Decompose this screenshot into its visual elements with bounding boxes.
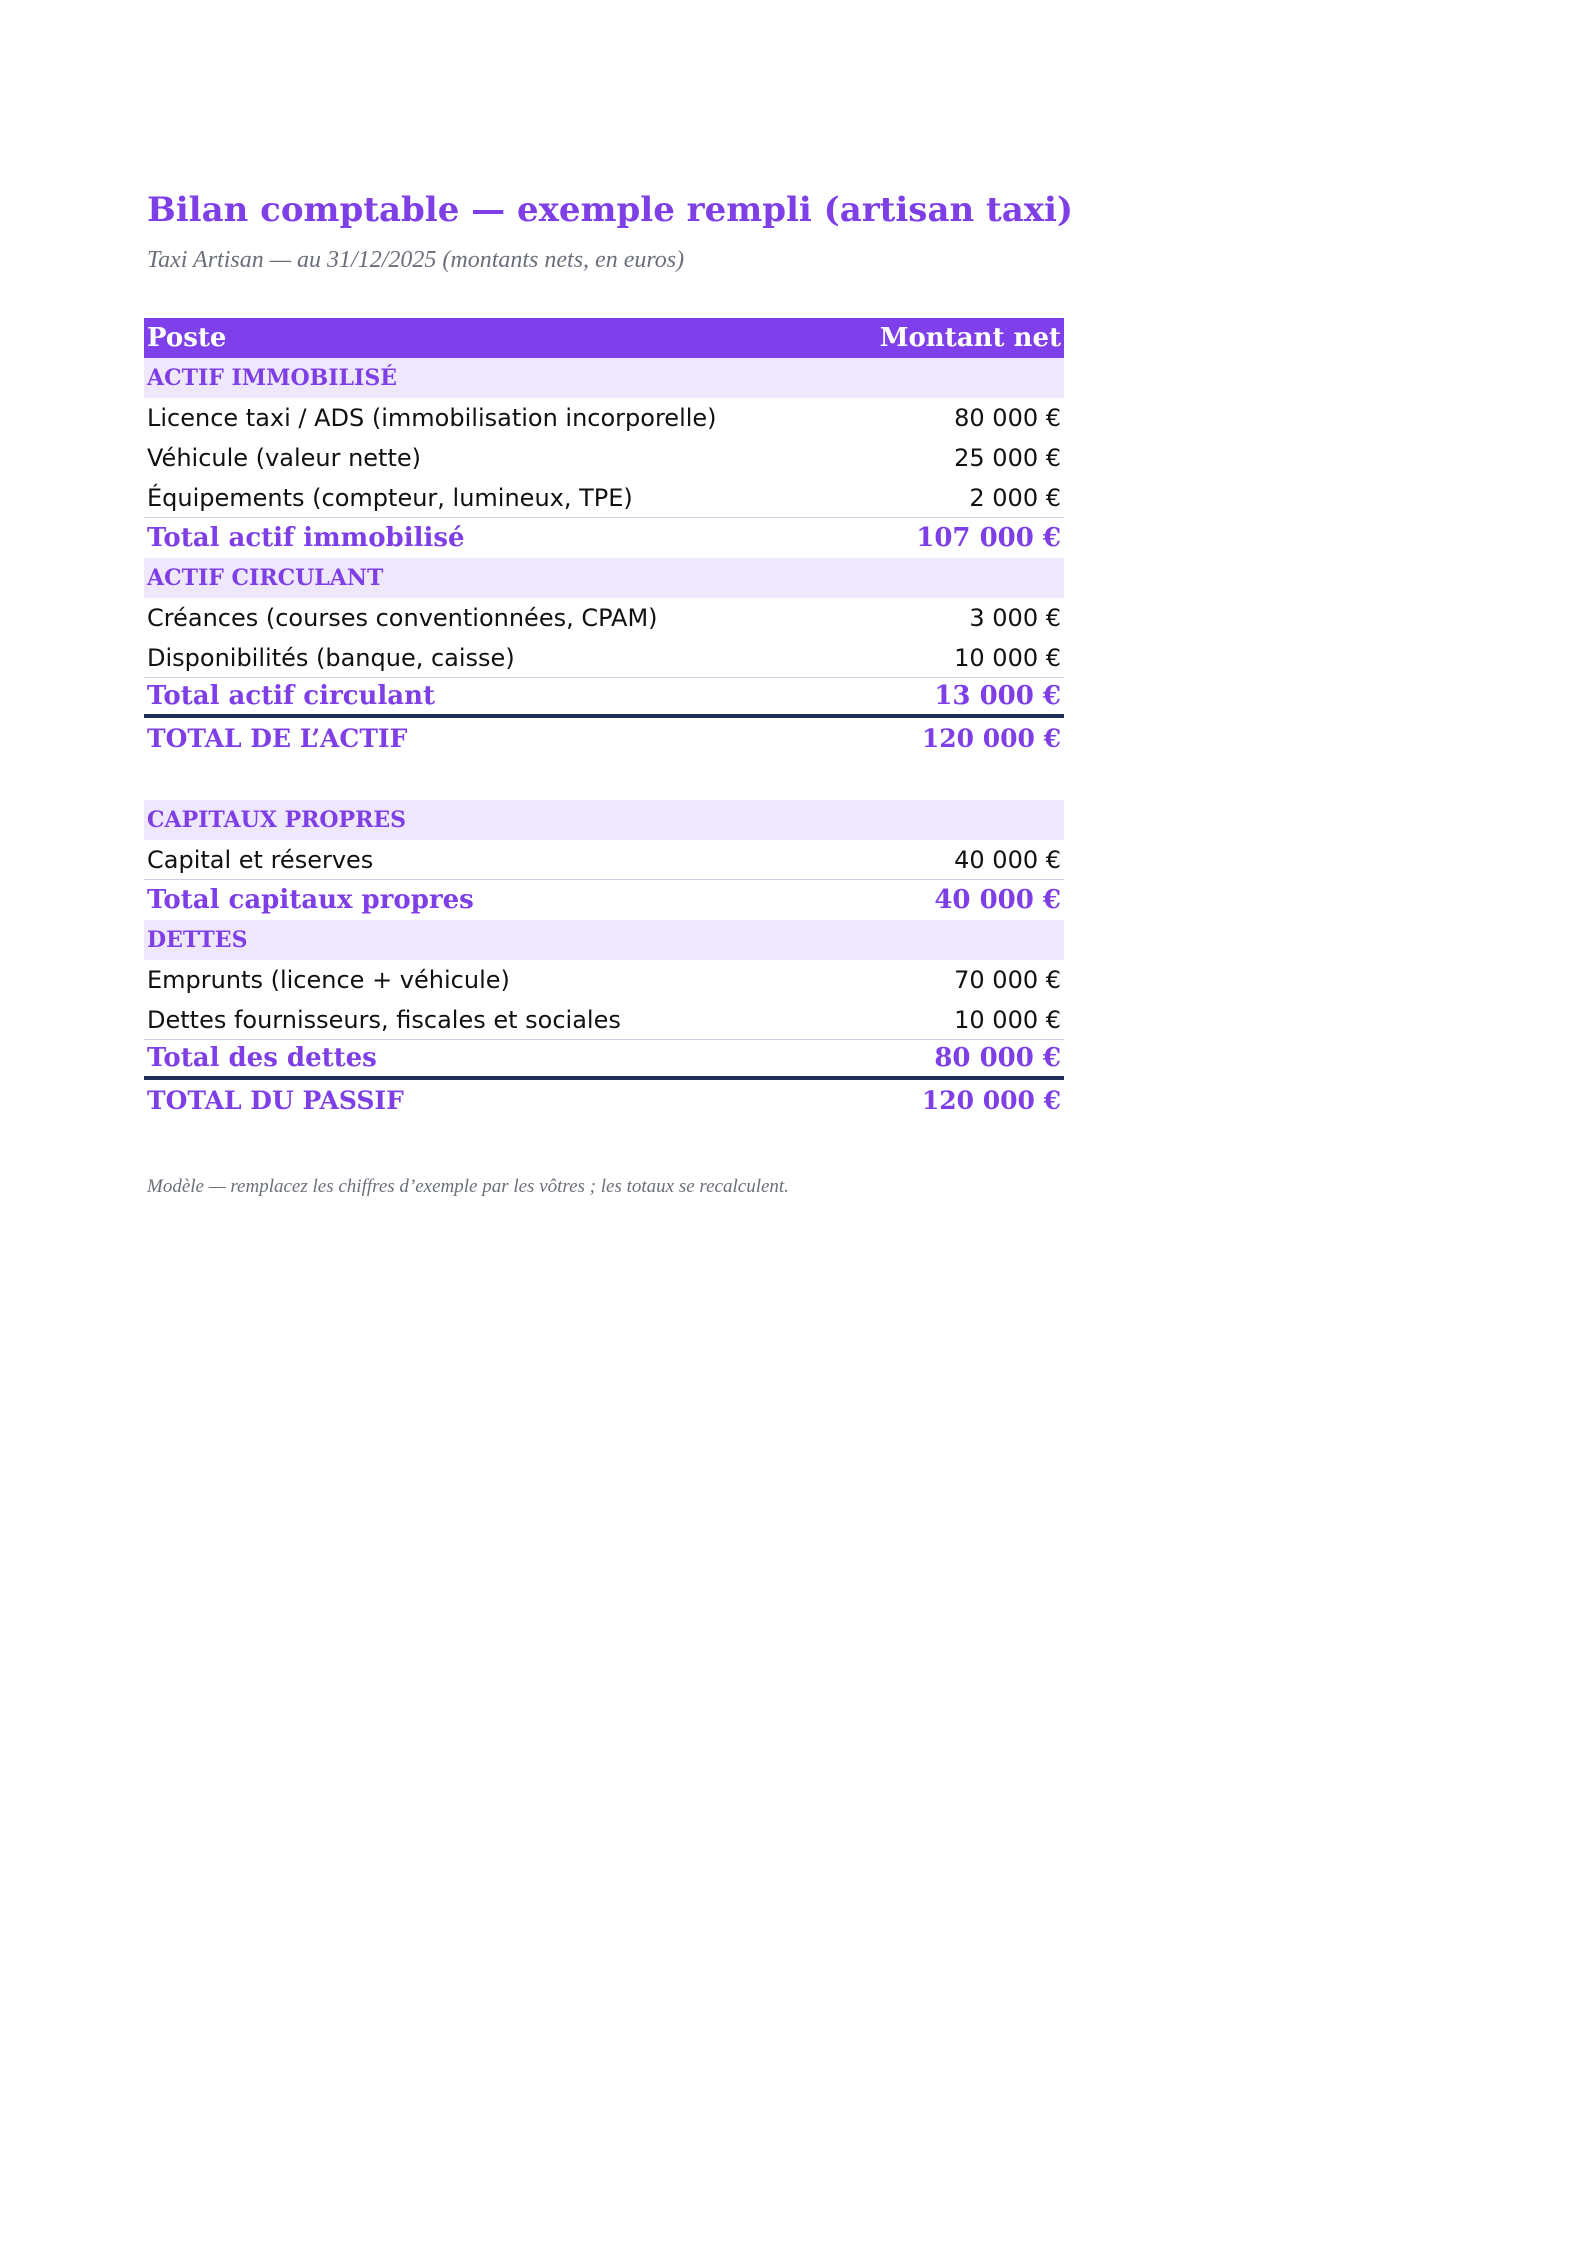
section-label: CAPITAUX PROPRES [147,807,407,833]
section-label: ACTIF IMMOBILISÉ [147,365,397,391]
table-row [144,438,1064,478]
grand-total-amount: 120 000 € [921,723,1061,753]
balance-sheet-table [144,318,1064,1120]
grand-total-amount: 120 000 € [921,1085,1061,1115]
row-label: Dettes fournisseurs, fiscales et sociales [147,1005,621,1034]
section-row-actif-circulant [144,558,1064,598]
footnote: Modèle — remplacez les chiffres d’exemple par les vôtres ; les totaux se recalculent. [147,1176,789,1197]
row-label: Créances (courses conventionnées, CPAM) [147,604,658,632]
row-amount: 2 000 € [969,483,1061,512]
row-label: Disponibilités (banque, caisse) [147,643,515,672]
row-amount: 40 000 € [954,845,1061,874]
subtotal-row-dettes [144,1040,1064,1080]
table-row [144,638,1064,678]
subtotal-amount: 13 000 € [934,681,1061,711]
row-label: Véhicule (valeur nette) [147,444,422,472]
subtotal-row-capitaux-propres [144,880,1064,920]
grand-total-label: TOTAL DU PASSIF [147,1085,404,1115]
grand-total-row-passif [144,1080,1064,1120]
subtotal-amount: 40 000 € [934,885,1061,915]
row-label: Capital et réserves [147,845,374,874]
section-spacer [144,758,1064,800]
row-amount: 80 000 € [954,404,1061,432]
table-row [144,840,1064,880]
section-label: ACTIF CIRCULANT [147,565,384,591]
subtotal-amount: 80 000 € [934,1043,1061,1073]
section-row-actif-immobilise [144,358,1064,398]
subtotal-row-actif-circulant [144,678,1064,718]
subtotal-label: Total actif circulant [147,681,436,711]
table-row [144,478,1064,518]
table-row [144,598,1064,638]
subtotal-label: Total capitaux propres [147,885,474,915]
row-label: Licence taxi / ADS (immobilisation incorporelle) [147,404,717,432]
row-amount: 70 000 € [954,966,1061,994]
row-amount: 25 000 € [954,444,1061,472]
row-label: Équipements (compteur, lumineux, TPE) [147,483,633,512]
subtotal-label: Total actif immobilisé [147,523,465,553]
column-header-poste: Poste [147,323,227,353]
column-header-montant: Montant net [879,323,1061,353]
section-row-dettes [144,920,1064,960]
row-amount: 10 000 € [954,1005,1061,1034]
grand-total-label: TOTAL DE L’ACTIF [147,723,408,753]
table-header-row [144,318,1064,358]
section-row-capitaux-propres [144,800,1064,840]
grand-total-row-actif [144,718,1064,758]
row-amount: 10 000 € [954,643,1061,672]
page-subtitle: Taxi Artisan — au 31/12/2025 (montants nets, en euros) [147,247,685,273]
subtotal-label: Total des dettes [147,1043,377,1073]
subtotal-amount: 107 000 € [916,523,1061,553]
row-label: Emprunts (licence + véhicule) [147,966,510,994]
page-title: Bilan comptable — exemple rempli (artisan taxi) [147,190,1074,230]
row-amount: 3 000 € [969,604,1061,632]
table-row [144,960,1064,1000]
subtotal-row-actif-immobilise [144,518,1064,558]
section-label: DETTES [147,927,248,953]
table-row [144,1000,1064,1040]
table-row [144,398,1064,438]
